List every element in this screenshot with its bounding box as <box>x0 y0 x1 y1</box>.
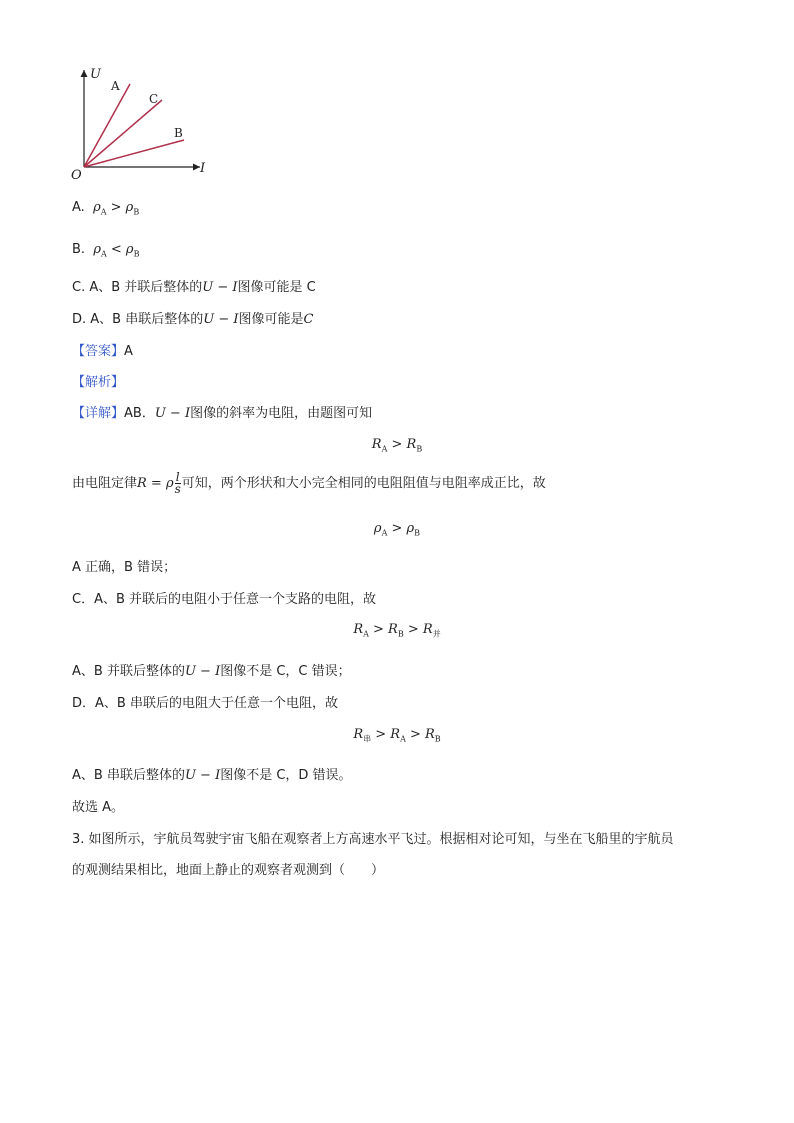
option-d: D. A、B 串联后整体的U − I图像可能是C <box>72 312 314 327</box>
detail-paragraph-2: 由电阻定律R = ρ $\frac{l}{s}$ 可知，两个形状和大小完全相同的电阻阻值与电阻率成正比，故 <box>72 470 546 496</box>
answer-line <box>72 340 133 359</box>
equation-series: $R_串 > R_A > R_B$ <box>353 727 441 744</box>
equation-rho-a-gt-rho-b: $\rho_A > \rho_B$ <box>373 521 421 538</box>
resistance-law-formula: R = ρ <box>137 476 174 491</box>
option-b: B. $\rho_A < \rho_B$ <box>72 242 140 259</box>
equation-ra-gt-rb: $R_A > R_B$ <box>371 437 423 454</box>
option-c: C. A、B 并联后整体的U − I图像可能是 C <box>72 280 316 295</box>
answer-label: 【答案】 <box>72 344 125 359</box>
detail-label: 【详解】 <box>72 406 125 421</box>
option-a: A. $\rho_A > \rho_B$ <box>72 200 140 217</box>
question-3-line-1: 3. 如图所示，宇航员驾驶宇宙飞船在观察者上方高速水平飞过。根据相对论可知，与坐在飞船里的宇航员 <box>72 832 674 847</box>
axis-label-i: I <box>200 161 206 176</box>
axis-label-u: U <box>90 67 101 82</box>
line-a-label: A <box>111 79 120 93</box>
detail-paragraph-7: A、B 串联后整体的U − I图像不是 C，D 错误。 <box>72 768 352 783</box>
detail-paragraph-1: 【详解】AB．U − I图像的斜率为电阻，由题图可知 <box>72 406 373 421</box>
detail-paragraph-3: A 正确，B 错误； <box>72 560 177 575</box>
detail-paragraph-4: C．A、B 并联后的电阻小于任意一个支路的电阻，故 <box>72 592 377 607</box>
line-c-label: C <box>149 92 159 106</box>
answer-value: A <box>124 344 133 359</box>
detail-paragraph-6: D．A、B 串联后的电阻大于任意一个电阻，故 <box>72 696 338 711</box>
origin-label: O <box>71 168 82 183</box>
detail-paragraph-5: A、B 并联后整体的U − I图像不是 C，C 错误； <box>72 664 351 679</box>
line-b-label: B <box>174 126 183 140</box>
question-3-line-2: 的观测结果相比，地面上静止的观察者观测到（ ） <box>72 863 385 878</box>
u-i-graph <box>60 60 220 185</box>
line-a <box>84 84 130 167</box>
equation-parallel: $R_A > R_B > R_并$ <box>353 622 441 639</box>
analysis-label: 【解析】 <box>72 375 125 390</box>
detail-paragraph-8: 故选 A。 <box>72 800 125 815</box>
